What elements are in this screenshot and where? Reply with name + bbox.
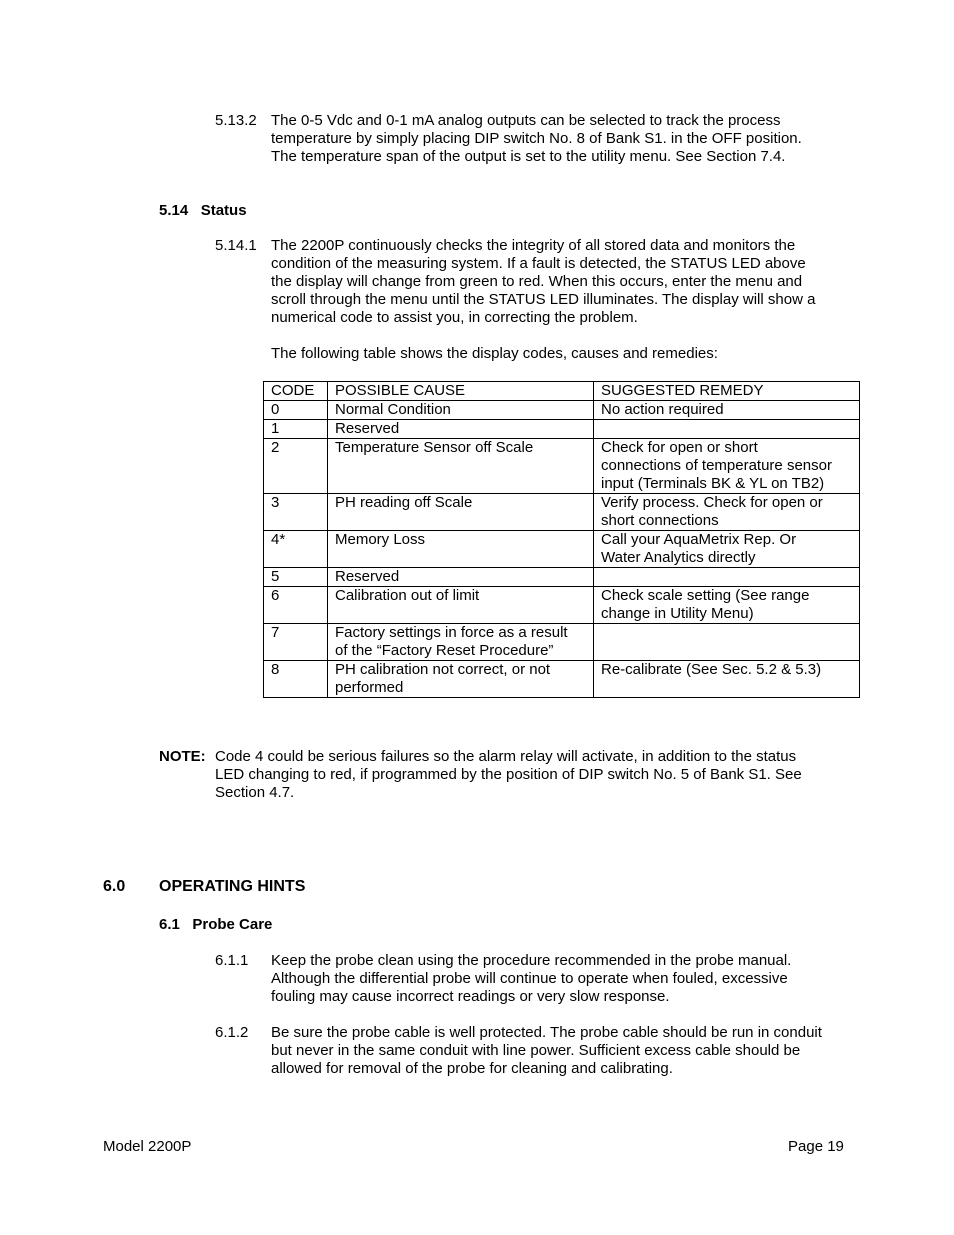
table-row: [264, 587, 860, 624]
cell-possible-cause: [328, 624, 594, 661]
remedy-line: Verify process. Check for open or: [601, 494, 823, 511]
table-header-row: [264, 382, 860, 401]
section-number-6-1-1: 6.1.1: [215, 952, 249, 969]
remedy-line: Water Analytics directly: [601, 549, 756, 566]
text-line: Although the differential probe will continue to operate when fouled, excessive: [271, 970, 788, 987]
cell-code: 6: [264, 587, 328, 624]
remedy-line: Re-calibrate (See Sec. 5.2 & 5.3): [601, 661, 822, 678]
section-6-1-2-text: [271, 1024, 871, 1078]
header-code: CODE: [264, 382, 328, 401]
section-title-operating-hints: OPERATING HINTS: [159, 878, 306, 895]
cell-suggested-remedy: [594, 420, 860, 439]
cell-suggested-remedy: [594, 568, 860, 587]
remedy-line: Check for open or short: [601, 439, 758, 456]
text-line: The 2200P continuously checks the integrity of all stored data and monitors the: [271, 237, 796, 254]
footer-model: Model 2200P: [103, 1138, 192, 1155]
cell-possible-cause: [328, 420, 594, 439]
cell-suggested-remedy: [594, 587, 860, 624]
footer-page-number: Page 19: [788, 1138, 844, 1155]
section-5-14-1-text: [271, 237, 861, 327]
section-6-1-1-text: [271, 952, 861, 1006]
cause-line: PH reading off Scale: [335, 494, 473, 511]
cell-code: 0: [264, 401, 328, 420]
cell-code: 4*: [264, 531, 328, 568]
remedy-line: Check scale setting (See range: [601, 587, 810, 604]
note-text: [215, 748, 855, 802]
text-line: the display will change from green to red. When this occurs, enter the menu and: [271, 273, 803, 290]
text-line: fouling may cause incorrect readings or very slow response.: [271, 988, 670, 1005]
table-row: [264, 624, 860, 661]
cause-line: performed: [335, 679, 404, 696]
cause-line: Reserved: [335, 420, 400, 437]
cell-suggested-remedy: [594, 439, 860, 494]
cell-suggested-remedy: [594, 624, 860, 661]
table-row: [264, 439, 860, 494]
section-number-6-1-2: 6.1.2: [215, 1024, 249, 1041]
table-intro: The following table shows the display codes, causes and remedies:: [271, 345, 718, 362]
cause-line: Memory Loss: [335, 531, 426, 548]
remedy-line: short connections: [601, 512, 719, 529]
remedy-line: change in Utility Menu): [601, 605, 754, 622]
remedy-line: input (Terminals BK & YL on TB2): [601, 475, 825, 492]
remedy-line: No action required: [601, 401, 724, 418]
table-row: [264, 531, 860, 568]
cause-line: Factory settings in force as a result: [335, 624, 568, 641]
header-suggested-remedy: SUGGESTED REMEDY: [594, 382, 860, 401]
section-number-5-13-2: 5.13.2: [215, 112, 257, 129]
cause-line: Calibration out of limit: [335, 587, 480, 604]
cell-possible-cause: [328, 401, 594, 420]
text-line: The temperature span of the output is set to the utility menu. See Section 7.4.: [271, 148, 786, 165]
note-label: NOTE:: [159, 748, 206, 765]
text-line: allowed for removal of the probe for cleaning and calibrating.: [271, 1060, 673, 1077]
cause-line: PH calibration not correct, or not: [335, 661, 551, 678]
cell-code: 3: [264, 494, 328, 531]
cell-possible-cause: [328, 439, 594, 494]
section-number-6-0: 6.0: [103, 878, 126, 895]
remedy-line: connections of temperature sensor: [601, 457, 832, 474]
cell-suggested-remedy: [594, 494, 860, 531]
cell-code: 8: [264, 661, 328, 698]
table-row: [264, 494, 860, 531]
table-row: [264, 661, 860, 698]
cell-suggested-remedy: [594, 401, 860, 420]
note-line: Section 4.7.: [215, 784, 295, 801]
cause-line: Normal Condition: [335, 401, 451, 418]
header-possible-cause: POSSIBLE CAUSE: [328, 382, 594, 401]
text-line: condition of the measuring system. If a fault is detected, the STATUS LED above: [271, 255, 806, 272]
table-body: [264, 401, 860, 698]
cell-possible-cause: [328, 661, 594, 698]
section-heading-5-14: 5.14 Status: [159, 202, 247, 219]
cell-code: 7: [264, 624, 328, 661]
table-row: [264, 401, 860, 420]
cell-code: 2: [264, 439, 328, 494]
cell-possible-cause: [328, 587, 594, 624]
cell-possible-cause: [328, 494, 594, 531]
cause-line: Reserved: [335, 568, 400, 585]
section-heading-6-1: 6.1 Probe Care: [159, 916, 273, 933]
text-line: but never in the same conduit with line power. Sufficient excess cable should be: [271, 1042, 801, 1059]
remedy-line: Call your AquaMetrix Rep. Or: [601, 531, 797, 548]
cell-possible-cause: [328, 568, 594, 587]
cell-code: 1: [264, 420, 328, 439]
cell-possible-cause: [328, 531, 594, 568]
text-line: numerical code to assist you, in correcting the problem.: [271, 309, 638, 326]
table-row: [264, 420, 860, 439]
table-row: [264, 568, 860, 587]
cell-suggested-remedy: [594, 531, 860, 568]
section-number-5-14-1: 5.14.1: [215, 237, 257, 254]
cell-suggested-remedy: [594, 661, 860, 698]
text-line: Keep the probe clean using the procedure recommended in the probe manual.: [271, 952, 792, 969]
cause-line: Temperature Sensor off Scale: [335, 439, 534, 456]
text-line: The 0-5 Vdc and 0-1 mA analog outputs can be selected to track the process: [271, 112, 781, 129]
status-code-table: [263, 381, 860, 698]
section-5-13-2-text: [271, 112, 861, 166]
text-line: scroll through the menu until the STATUS LED illuminates. The display will show a: [271, 291, 816, 308]
text-line: temperature by simply placing DIP switch No. 8 of Bank S1. in the OFF position.: [271, 130, 802, 147]
text-line: Be sure the probe cable is well protected. The probe cable should be run in conduit: [271, 1024, 822, 1041]
note-line: Code 4 could be serious failures so the alarm relay will activate, in addition to the status: [215, 748, 797, 765]
cell-code: 5: [264, 568, 328, 587]
cause-line: of the “Factory Reset Procedure”: [335, 642, 554, 659]
note-line: LED changing to red, if programmed by the position of DIP switch No. 5 of Bank S1. See: [215, 766, 802, 783]
